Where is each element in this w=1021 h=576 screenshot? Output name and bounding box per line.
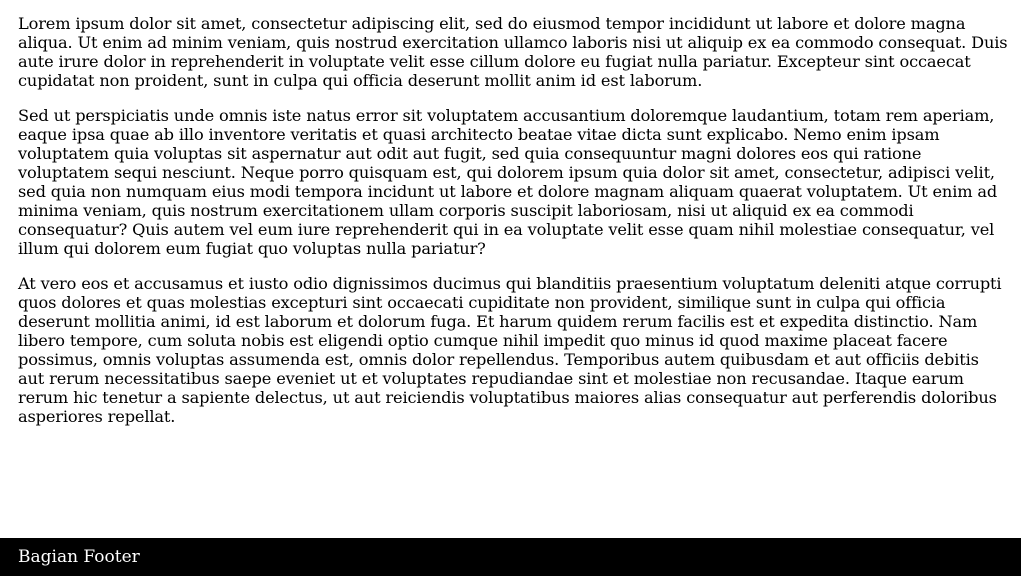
main-content <box>18 14 1008 442</box>
footer-label: Bagian Footer <box>18 547 140 567</box>
paragraph-3: At vero eos et accusamus et iusto odio dignissimos ducimus qui blanditiis praesentium voluptatum deleniti atque corrupti quos dolores et quas molestias excepturi sint occaecati cupiditate non provident, similique sunt in culpa qui officia deserunt mollitia animi, id est laborum et dolorum fuga. Et harum quidem rerum facilis est et expedita distinctio. Nam libero tempore, cum soluta nobis est eligendi optio cumque nihil impedit quo minus id quod maxime placeat facere possimus, omnis voluptas assumenda est, omnis dolor repellendus. Temporibus autem quibusdam et aut officiis debitis aut rerum necessitatibus saepe eveniet ut et voluptates repudiandae sint et molestiae non recusandae. Itaque earum rerum hic tenetur a sapiente delectus, ut aut reiciendis voluptatibus maiores alias consequatur aut perferendis doloribus asperiores repellat. <box>18 274 1002 426</box>
page-footer <box>0 538 1021 576</box>
paragraph-2: Sed ut perspiciatis unde omnis iste natus error sit voluptatem accusantium doloremque laudantium, totam rem aperiam, eaque ipsa quae ab illo inventore veritatis et quasi architecto beatae vitae dicta sunt explicabo. Nemo enim ipsam voluptatem quia voluptas sit aspernatur aut odit aut fugit, sed quia consequuntur magni dolores eos qui ratione voluptatem sequi nesciunt. Neque porro quisquam est, qui dolorem ipsum quia dolor sit amet, consectetur, adipisci velit, sed quia non numquam eius modi tempora incidunt ut labore et dolore magnam aliquam quaerat voluptatem. Ut enim ad minima veniam, quis nostrum exercitationem ullam corporis suscipit laboriosam, nisi ut aliquid ex ea commodi consequatur? Quis autem vel eum iure reprehenderit qui in ea voluptate velit esse quam nihil molestiae consequatur, vel illum qui dolorem eum fugiat quo voluptas nulla pariatur? <box>18 106 998 258</box>
paragraph-1: Lorem ipsum dolor sit amet, consectetur adipiscing elit, sed do eiusmod tempor incididunt ut labore et dolore magna aliqua. Ut enim ad minim veniam, quis nostrud exercitation ullamco laboris nisi ut aliquip ex ea commodo consequat. Duis aute irure dolor in reprehenderit in voluptate velit esse cillum dolore eu fugiat nulla pariatur. Excepteur sint occaecat cupidatat non proident, sunt in culpa qui officia deserunt mollit anim id est laborum. <box>18 14 1008 90</box>
